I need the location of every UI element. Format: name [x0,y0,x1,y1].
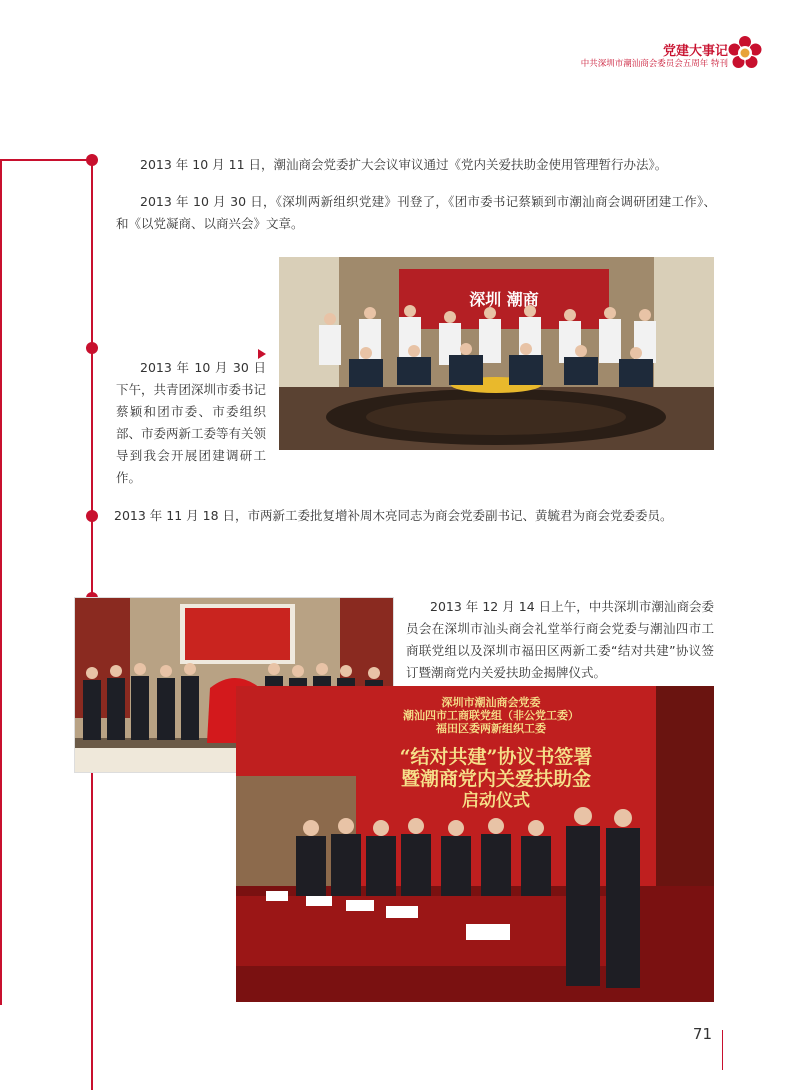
header-title: 党建大事记 [662,44,728,59]
timeline-left-line [0,160,2,1005]
timeline-dot [86,342,98,354]
banner-line-1: 深圳市潮汕商会党委 [441,696,541,709]
flower-logo-icon [728,36,762,70]
timeline-dot [86,510,98,522]
banner-line-6: 启动仪式 [462,791,530,811]
event-text-2: 2013 年 10 月 30 日，《深圳两新组织党建》刊登了，《团市委书记蔡颖到市潮汕商会调研团建工作》、和《以党凝商、以商兴会》文章。 [116,194,716,231]
timeline-dot [86,154,98,166]
page-number-divider [722,1030,723,1070]
banner-line-2: 潮汕四市工商联党组（非公党工委） [403,709,579,722]
header-subtitle: 中共深圳市潮汕商会委员会五周年 特刊 [580,59,728,69]
meeting-photo [279,257,714,450]
event-text-5: 2013 年 12 月 14 日上午，中共深圳市潮汕商会委员会在深圳市汕头商会礼堂举行商会党委与潮汕四市工商联党组以及深圳市福田区两新工委“结对共建”协议签订暨潮商党内关爱扶助金揭牌仪式。 [406,599,714,680]
signing-ceremony-photo [236,686,714,1002]
event-text-1: 2013 年 10 月 11 日，潮汕商会党委扩大会议审议通过《党内关爱扶助金使用管理暂行办法》。 [140,157,668,172]
event-text-3: 2013 年 10 月 30 日 下午，共青团深圳市委书记蔡颖和团市委、市委组织部、市委两新工委等有关领导到我会开展团建调研工作。 [116,360,267,485]
timeline-top-line [0,159,92,161]
banner-line-4: “结对共建”协议书签署 [399,746,593,768]
meeting-banner-text: 深圳 潮商 [469,290,539,309]
page-number: 71 [692,1025,712,1043]
banner-line-5: 暨潮商党内关爱扶助金 [400,768,591,790]
event-text-4: 2013 年 11 月 18 日，市两新工委批复增补周木亮同志为商会党委副书记、黄毓君为商会党委委员。 [114,508,673,523]
banner-line-3: 福田区委两新组织工委 [436,722,546,735]
